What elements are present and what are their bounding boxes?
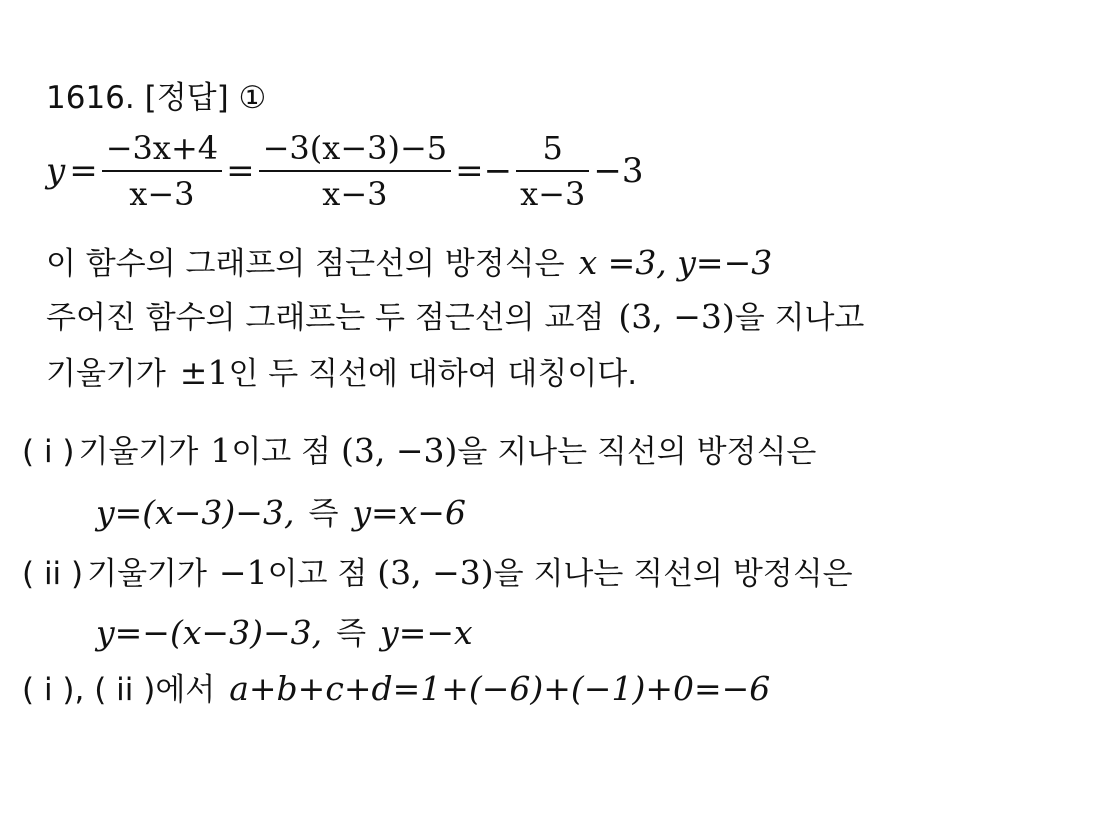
case-1-result: y=x−6 — [352, 493, 466, 532]
case-1-point: (3, −3) — [341, 431, 458, 470]
fraction-1 — [102, 128, 222, 214]
intersection-point: (3, −3) — [618, 297, 735, 336]
asymptote-math: x =3, y=−3 — [578, 243, 773, 282]
symmetry-tail-1: 을 지나고 — [734, 300, 865, 336]
conclusion-math: a+b+c+d=1+(−6)+(−1)+0=−6 — [229, 669, 771, 708]
fraction-3-bar — [516, 170, 589, 172]
fraction-2 — [259, 128, 452, 214]
eq-lhs: y — [46, 151, 66, 191]
case-2-equation-line — [96, 608, 473, 653]
case-2-text-c: 을 지나는 직선의 방정식은 — [493, 556, 853, 592]
case-1-text-a: 기울기가 — [78, 434, 199, 470]
case-1-equation-line — [96, 488, 466, 533]
eq-sign-2: = — [226, 151, 255, 191]
case-2-point: (3, −3) — [377, 553, 494, 592]
fraction-2-bar — [259, 170, 452, 172]
fraction-1-numerator: −3x+4 — [105, 129, 219, 167]
fraction-2-denominator: x−3 — [322, 175, 388, 213]
slope-pm-one: ±1 — [179, 353, 229, 392]
symmetry-text-1: 주어진 함수의 그래프는 두 점근선의 교점 — [46, 300, 605, 336]
symmetry-text-2: 기울기가 — [46, 356, 166, 392]
case-2-jeuk: 즉 — [336, 616, 367, 652]
case-2-line — [22, 548, 853, 593]
main-equation — [46, 128, 643, 214]
case-2-marker: ( ii ) — [22, 556, 84, 592]
case-1-slope: 1 — [210, 431, 232, 470]
case-2-text-b: 이고 점 — [267, 556, 368, 592]
fraction-1-denominator: x−3 — [129, 175, 195, 213]
case-2-text-a: 기울기가 — [87, 556, 207, 592]
asymptote-line — [46, 238, 772, 283]
conclusion-line — [22, 664, 770, 709]
case-2-slope: −1 — [218, 553, 268, 592]
eq-sign-3: =− — [455, 151, 513, 191]
case-1-marker: ( i ) — [22, 434, 75, 470]
fraction-2-numerator: −3(x−3)−5 — [262, 129, 448, 167]
conclusion-marker: ( i ), ( ii )에서 — [22, 672, 216, 708]
case-2-equation: y=−(x−3)−3, — [96, 613, 323, 652]
case-1-line — [22, 426, 816, 471]
fraction-3-numerator: 5 — [542, 129, 563, 167]
case-1-equation: y=(x−3)−3, — [96, 493, 295, 532]
fraction-3 — [516, 128, 589, 214]
fraction-1-bar — [102, 170, 222, 172]
asymptote-text: 이 함수의 그래프의 점근선의 방정식은 — [46, 246, 565, 282]
symmetry-tail-2: 인 두 직선에 대하여 대칭이다. — [228, 356, 638, 392]
case-1-text-b: 이고 점 — [231, 434, 332, 470]
case-1-text-c: 을 지나는 직선의 방정식은 — [457, 434, 817, 470]
case-2-result: y=−x — [380, 613, 473, 652]
symmetry-line-1 — [46, 292, 864, 337]
case-1-jeuk: 즉 — [308, 496, 339, 532]
symmetry-line-2 — [46, 348, 637, 393]
eq-sign-1: = — [69, 151, 98, 191]
eq-tail: −3 — [593, 151, 644, 191]
fraction-3-denominator: x−3 — [520, 175, 586, 213]
problem-title: 1616. [정답] ① — [46, 80, 267, 116]
